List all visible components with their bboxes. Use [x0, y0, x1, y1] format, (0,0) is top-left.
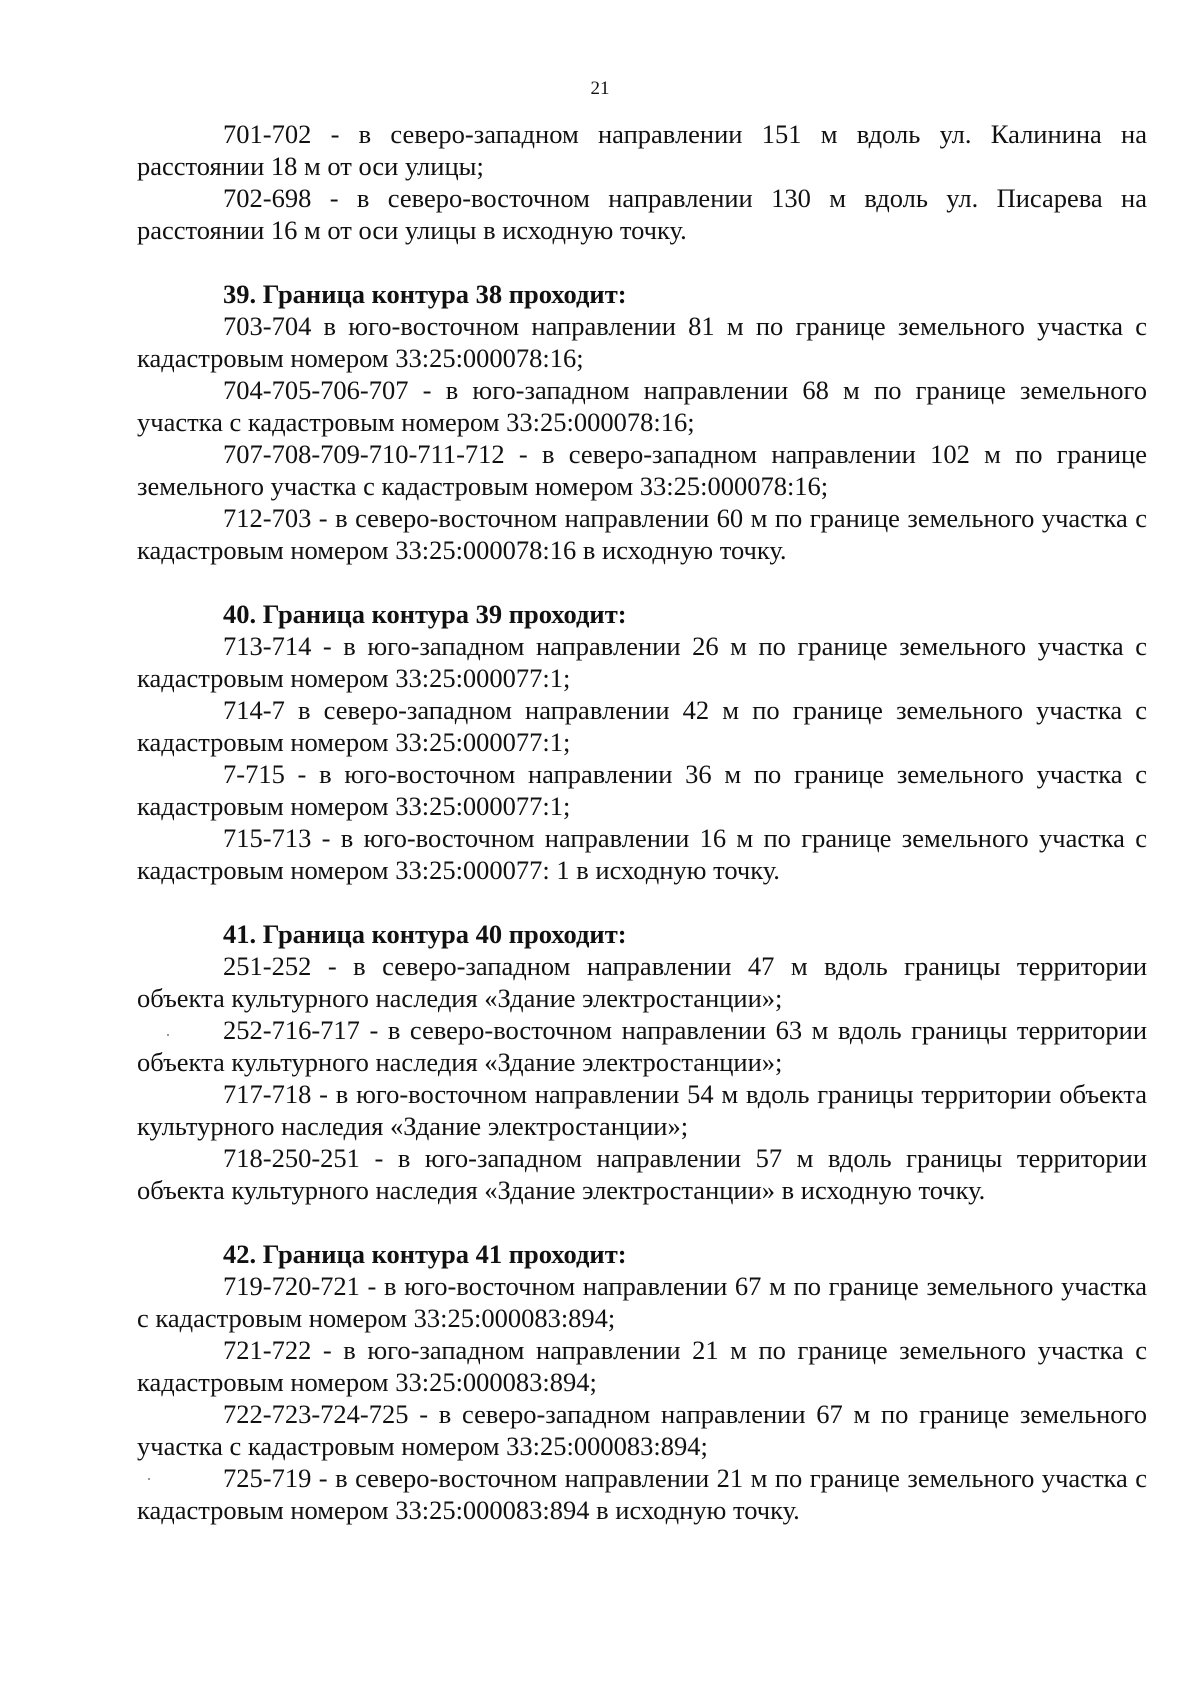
section-40: [137, 598, 1147, 886]
paragraph: 702-698 - в северо-восточном направлении 130 м вдоль ул. Писарева на расстоянии 16 м от оси улицы в исходную точку.: [137, 183, 1147, 245]
document-body: [137, 118, 1147, 1526]
paragraph: 721-722 - в юго-западном направлении 21 м по границе земельного участка с кадастровым номером 33:25:000083:894;: [137, 1335, 1147, 1397]
paragraph: 719-720-721 - в юго-восточном направлении 67 м по границе земельного участка с кадастровым номером 33:25:000083:894;: [137, 1271, 1147, 1333]
scan-speck: [167, 1034, 169, 1036]
paragraph: 7-715 - в юго-восточном направлении 36 м по границе земельного участка с кадастровым номером 33:25:000077:1;: [137, 759, 1147, 821]
paragraph: 714-7 в северо-западном направлении 42 м по границе земельного участка с кадастровым номером 33:25:000077:1;: [137, 695, 1147, 757]
section-heading: 41. Граница контура 40 проходит:: [223, 919, 627, 949]
paragraph: 722-723-724-725 - в северо-западном направлении 67 м по границе земельного участка с кадастровым номером 33:25:000083:894;: [137, 1399, 1147, 1461]
paragraph: 712-703 - в северо-восточном направлении 60 м по границе земельного участка с кадастровым номером 33:25:000078:16 в исходную точку.: [137, 503, 1147, 565]
page-number: 21: [590, 78, 610, 99]
paragraph: 718-250-251 - в юго-западном направлении 57 м вдоль границы территории объекта культурного наследия «Здание электростанции» в исходную точку.: [137, 1143, 1147, 1205]
paragraph: 704-705-706-707 - в юго-западном направлении 68 м по границе земельного участка с кадастровым номером 33:25:000078:16;: [137, 375, 1147, 437]
section-heading: 39. Граница контура 38 проходит:: [223, 279, 627, 309]
paragraph: 701-702 - в северо-западном направлении 151 м вдоль ул. Калинина на расстоянии 18 м от оси улицы;: [137, 119, 1147, 181]
intro-section: [137, 118, 1147, 246]
paragraph: 707-708-709-710-711-712 - в северо-западном направлении 102 м по границе земельного участка с кадастровым номером 33:25:000078:16;: [137, 439, 1147, 501]
paragraph: 251-252 - в северо-западном направлении 47 м вдоль границы территории объекта культурного наследия «Здание электростанции»;: [137, 951, 1147, 1013]
paragraph: 703-704 в юго-восточном направлении 81 м по границе земельного участка с кадастровым номером 33:25:000078:16;: [137, 311, 1147, 373]
paragraph: 725-719 - в северо-восточном направлении 21 м по границе земельного участка с кадастровым номером 33:25:000083:894 в исходную точку.: [137, 1463, 1147, 1525]
section-heading: 42. Граница контура 41 проходит:: [223, 1239, 627, 1269]
section-42: [137, 1238, 1147, 1526]
section-39: [137, 278, 1147, 566]
paragraph: 252-716-717 - в северо-восточном направлении 63 м вдоль границы территории объекта культурного наследия «Здание электростанции»;: [137, 1015, 1147, 1077]
paragraph: 717-718 - в юго-восточном направлении 54 м вдоль границы территории объекта культурного наследия «Здание электростанции»;: [137, 1079, 1147, 1141]
scan-speck: [148, 1478, 150, 1480]
paragraph: 715-713 - в юго-восточном направлении 16 м по границе земельного участка с кадастровым номером 33:25:000077: 1 в исходную точку.: [137, 823, 1147, 885]
paragraph: 713-714 - в юго-западном направлении 26 м по границе земельного участка с кадастровым номером 33:25:000077:1;: [137, 631, 1147, 693]
section-heading: 40. Граница контура 39 проходит:: [223, 599, 627, 629]
section-41: [137, 918, 1147, 1206]
